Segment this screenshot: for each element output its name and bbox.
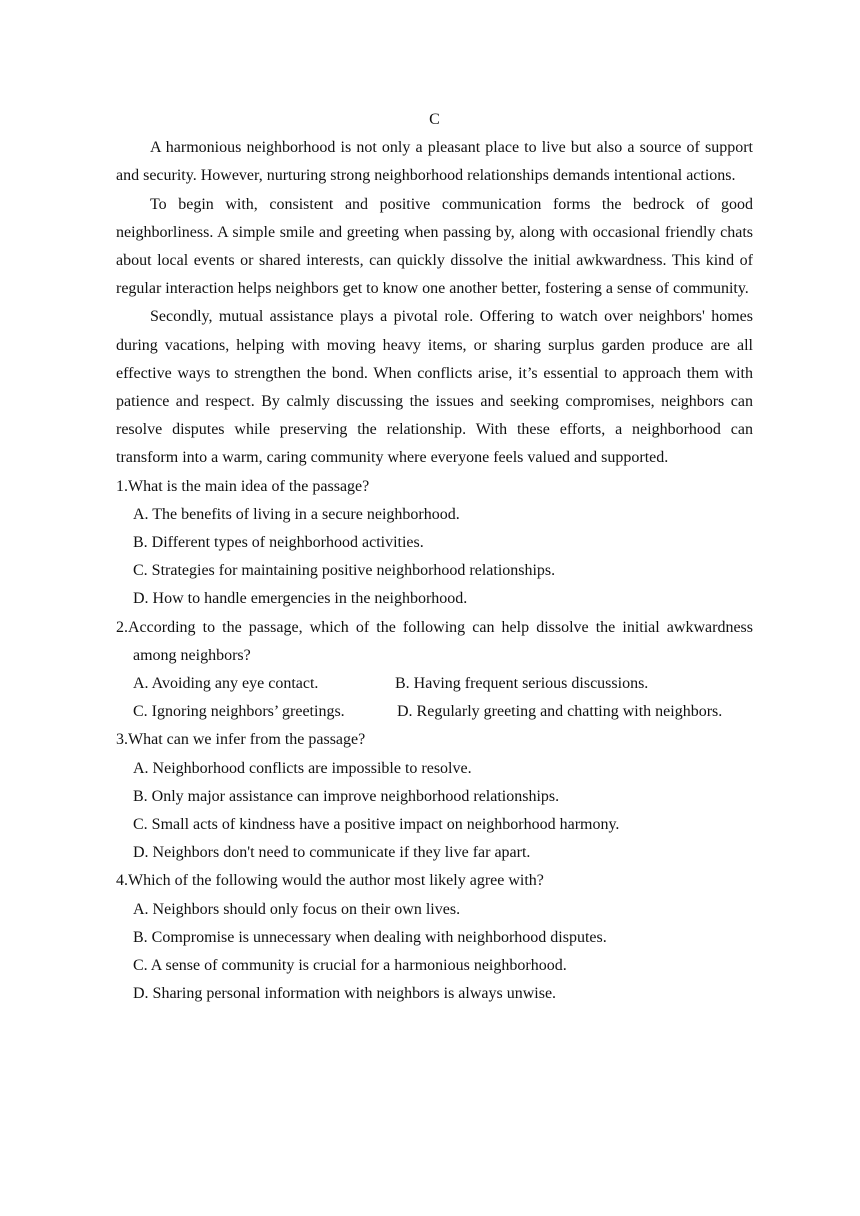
answer-option-a: A. Neighbors should only focus on their own lives.: [133, 900, 461, 918]
answer-option-a: A. Neighborhood conflicts are impossible to resolve.: [133, 759, 472, 777]
question-3: [116, 726, 753, 867]
question-stem: 1.What is the main idea of the passage?: [116, 477, 370, 495]
passage-paragraph-3: Secondly, mutual assistance plays a pivotal role. Offering to watch over neighbors' homes during vacations, helping with moving heavy items, or sharing surplus garden produce are all effective ways to strengthen the bond. When conflicts arise, it’s essential to approach them with patience and respect. By calmly discussing the issues and seeking compromises, neighbors can resolve disputes while preserving the relationship. With these efforts, a neighborhood can transform into a warm, caring community where everyone feels valued and supported.: [116, 308, 753, 467]
answer-option-a: A. The benefits of living in a secure neighborhood.: [133, 505, 460, 523]
answer-option-d: D. Neighbors don't need to communicate if they live far apart.: [133, 844, 531, 862]
answer-option-c: C. Small acts of kindness have a positive impact on neighborhood harmony.: [133, 816, 620, 834]
document-page: [116, 106, 753, 1009]
answer-option-d: D. How to handle emergencies in the neighborhood.: [133, 590, 468, 608]
answer-option-d: D. Sharing personal information with neighbors is always unwise.: [133, 985, 557, 1003]
answer-option-b: B. Different types of neighborhood activities.: [133, 534, 424, 552]
answer-option-b: B. Having frequent serious discussions.: [395, 675, 649, 693]
answer-option-a: A. Avoiding any eye contact.: [133, 675, 319, 693]
answer-option-c: C. Ignoring neighbors’ greetings.: [133, 703, 345, 721]
question-2: [116, 614, 753, 727]
question-stem: 3.What can we infer from the passage?: [116, 731, 366, 749]
answer-option-b: B. Only major assistance can improve neighborhood relationships.: [133, 787, 560, 805]
answer-option-row: [116, 698, 753, 726]
question-stem: 4.Which of the following would the author most likely agree with?: [116, 872, 544, 890]
answer-option-d: D. Regularly greeting and chatting with neighbors.: [397, 703, 723, 721]
answer-option-c: C. Strategies for maintaining positive neighborhood relationships.: [133, 562, 556, 580]
question-4: [116, 867, 753, 1008]
answer-option-row: [116, 670, 753, 698]
section-heading: C: [429, 111, 440, 128]
answer-option-c: C. A sense of community is crucial for a harmonious neighborhood.: [133, 957, 567, 975]
question-1: [116, 473, 753, 614]
passage-paragraph-1: A harmonious neighborhood is not only a pleasant place to live but also a source of support and security. However, nurturing strong neighborhood relationships demands intentional actions.: [116, 139, 753, 185]
passage-paragraph-2: To begin with, consistent and positive communication forms the bedrock of good neighborliness. A simple smile and greeting when passing by, along with occasional friendly chats about local events or shared interests, can quickly dissolve the initial awkwardness. This kind of regular interaction helps neighbors get to know one another better, fostering a sense of community.: [116, 195, 753, 298]
answer-option-b: B. Compromise is unnecessary when dealing with neighborhood disputes.: [133, 928, 607, 946]
question-stem: 2.According to the passage, which of the following can help dissolve the initial awkwardness among neighbors?: [116, 618, 753, 664]
